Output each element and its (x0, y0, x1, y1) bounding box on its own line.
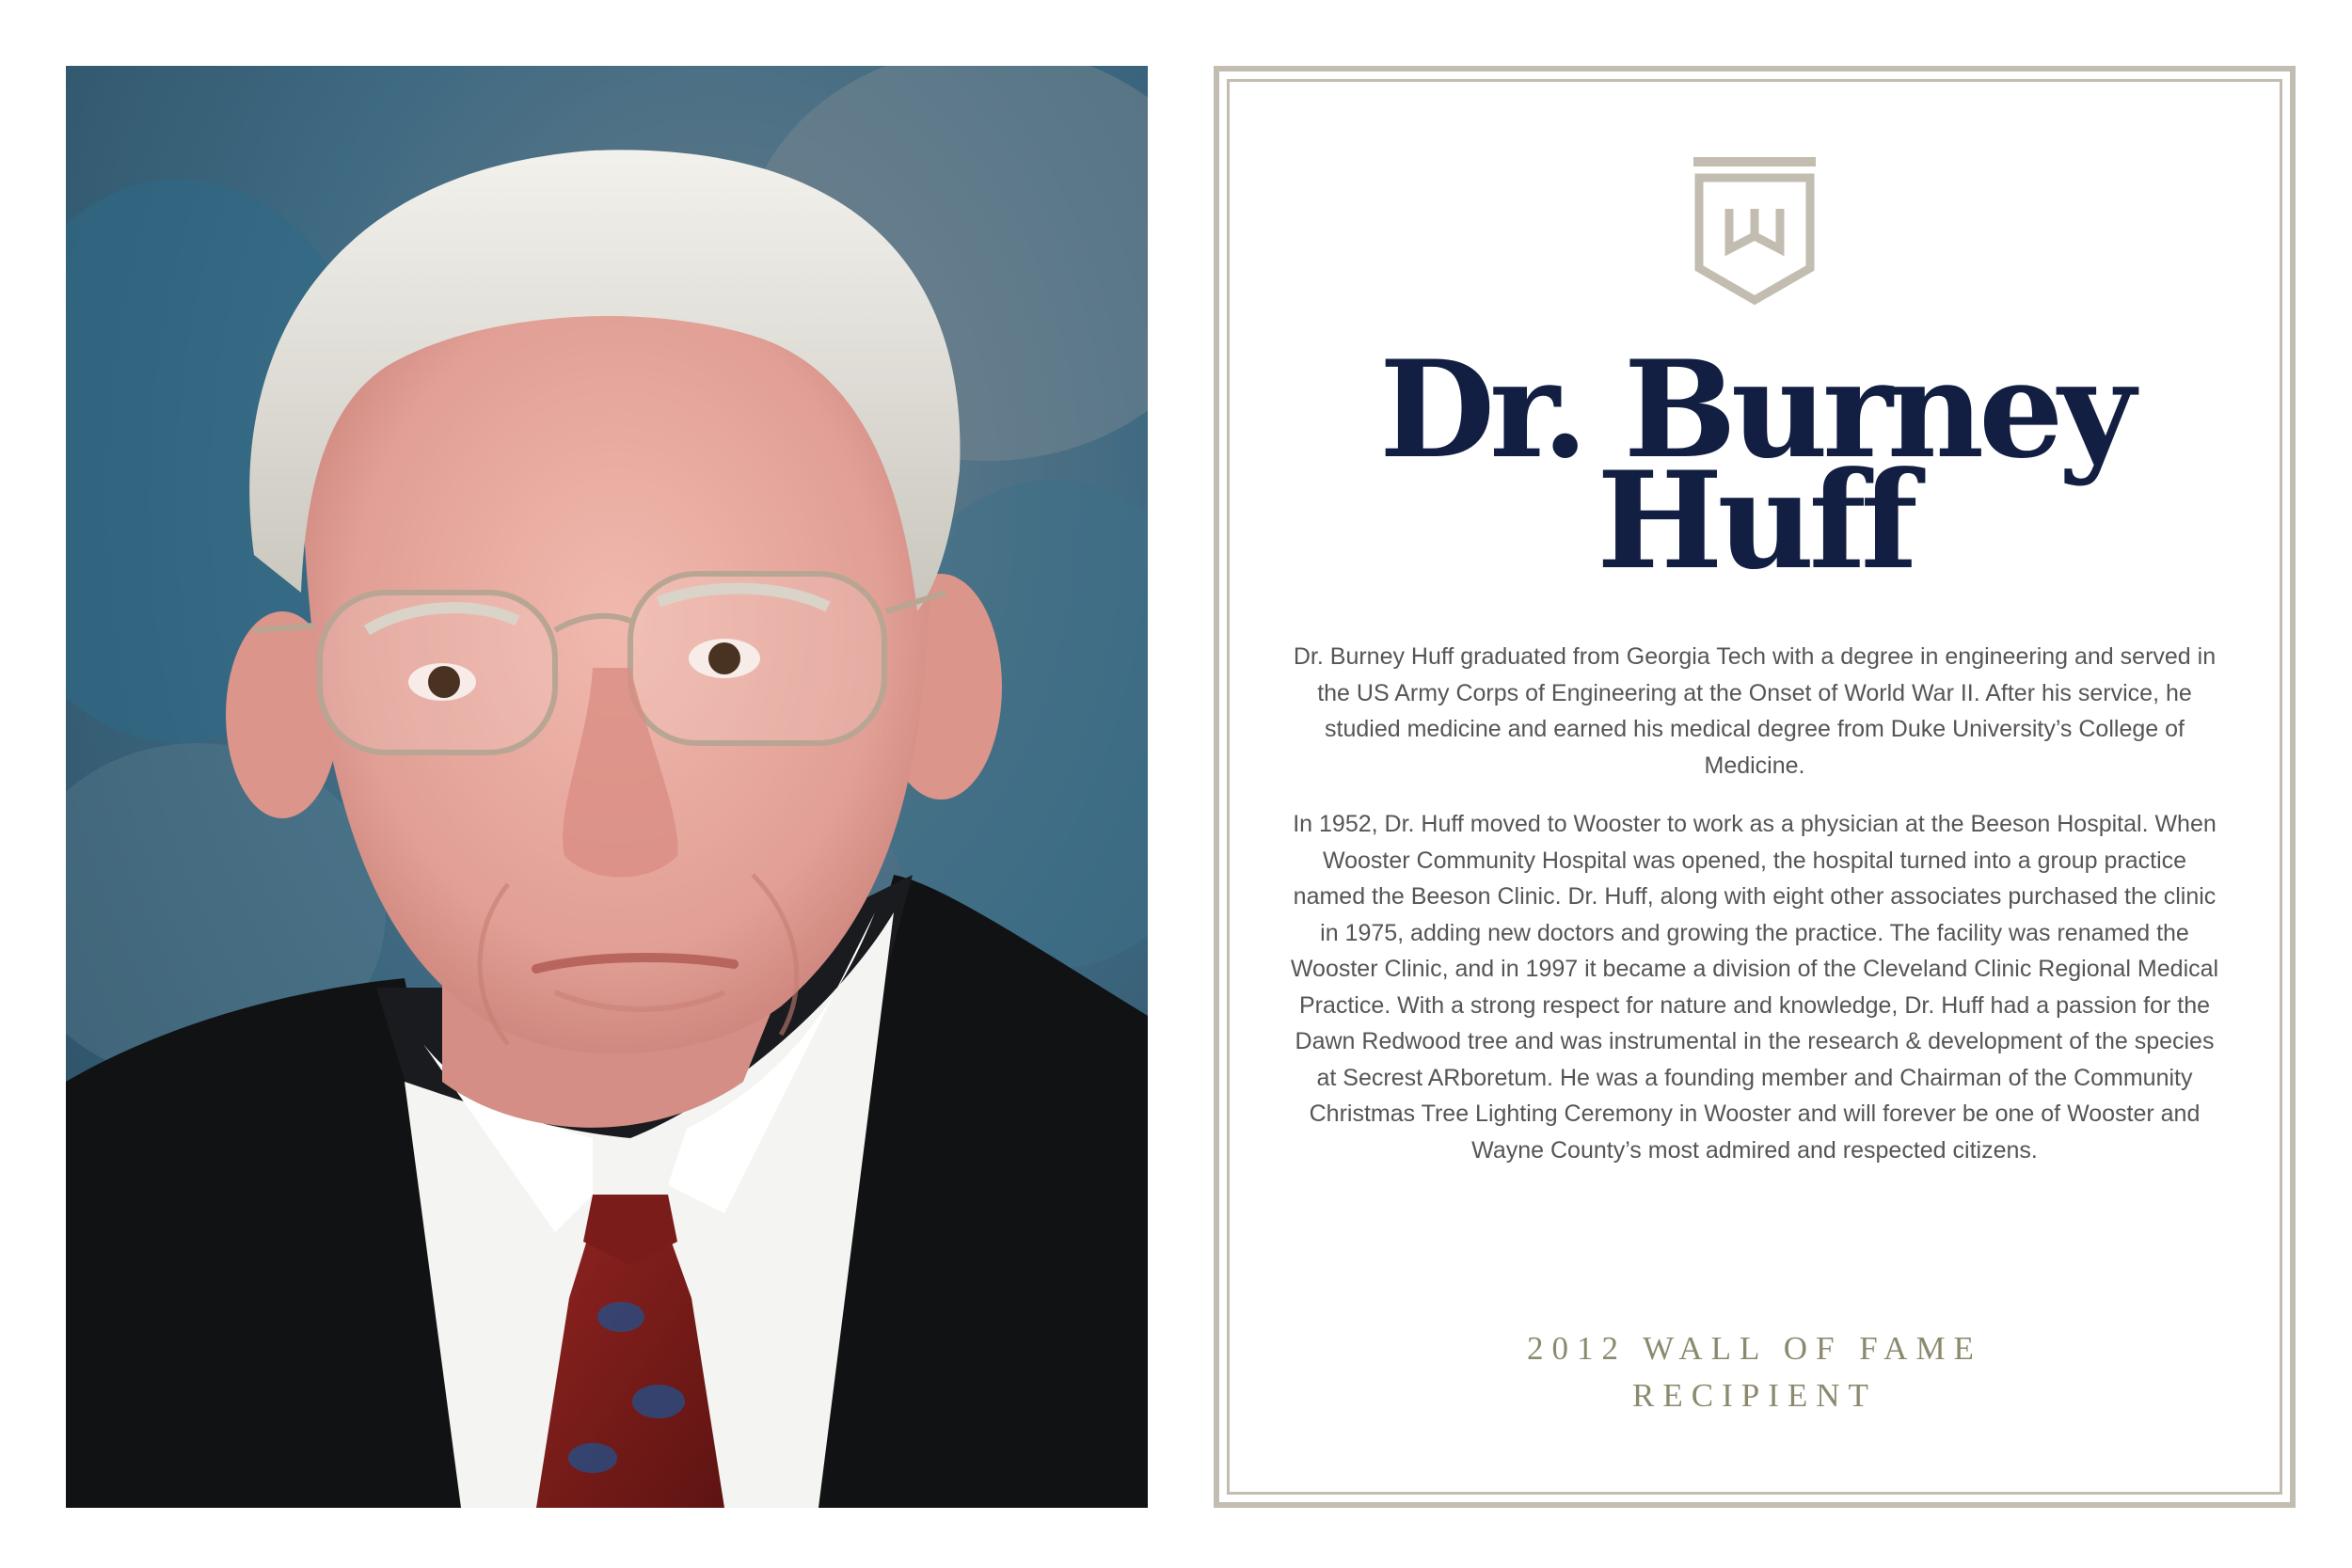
portrait-illustration (66, 66, 1148, 1508)
portrait-photo (66, 66, 1148, 1508)
plaque-frame (1214, 66, 2296, 1508)
award-line-2: RECIPIENT (1632, 1377, 1877, 1414)
award-title (1230, 1325, 2280, 1419)
bio-paragraph-1: Dr. Burney Huff graduated from Georgia Tech with a degree in engineering and served in the US Army Corps of Engineering at the Onset of World War II. After his service, he studied medicine and earned his medical degree from Duke University’s College of Medicine. (1293, 643, 2217, 779)
w-shield-emblem-icon (1693, 157, 1816, 308)
biography (1286, 639, 2223, 1191)
bio-paragraph-2: In 1952, Dr. Huff moved to Wooster to work as a physician at the Beeson Hospital. When Wooster Community Hospital was opened, the hospital turned into a group practice named the Beeson Clinic. Dr. Huff, along with eight other associates purchased the clinic in 1975, adding new doctors and growing the practice. The facility was renamed the Wooster Clinic, and in 1997 it became a division of the Cleveland Clinic Regional Medical Practice. With a strong respect for nature and knowledge, Dr. Huff had a passion for the Dawn Redwood tree and was instrumental in the research & development of the species at Secrest ARboretum. He was a founding member and Chairman of the Community Christmas Tree Lighting Ceremony in Wooster and will forever be one of Wooster and Wayne County’s most admired and respected citizens. (1290, 811, 2219, 1164)
honoree-name-line2: Huff (1597, 443, 1913, 599)
honoree-name-line1: Dr. Burney (1379, 332, 2130, 488)
honoree-name (1230, 332, 2280, 599)
plaque-inner-border (1227, 79, 2282, 1495)
award-line-1: 2012 WALL OF FAME (1527, 1330, 1982, 1367)
